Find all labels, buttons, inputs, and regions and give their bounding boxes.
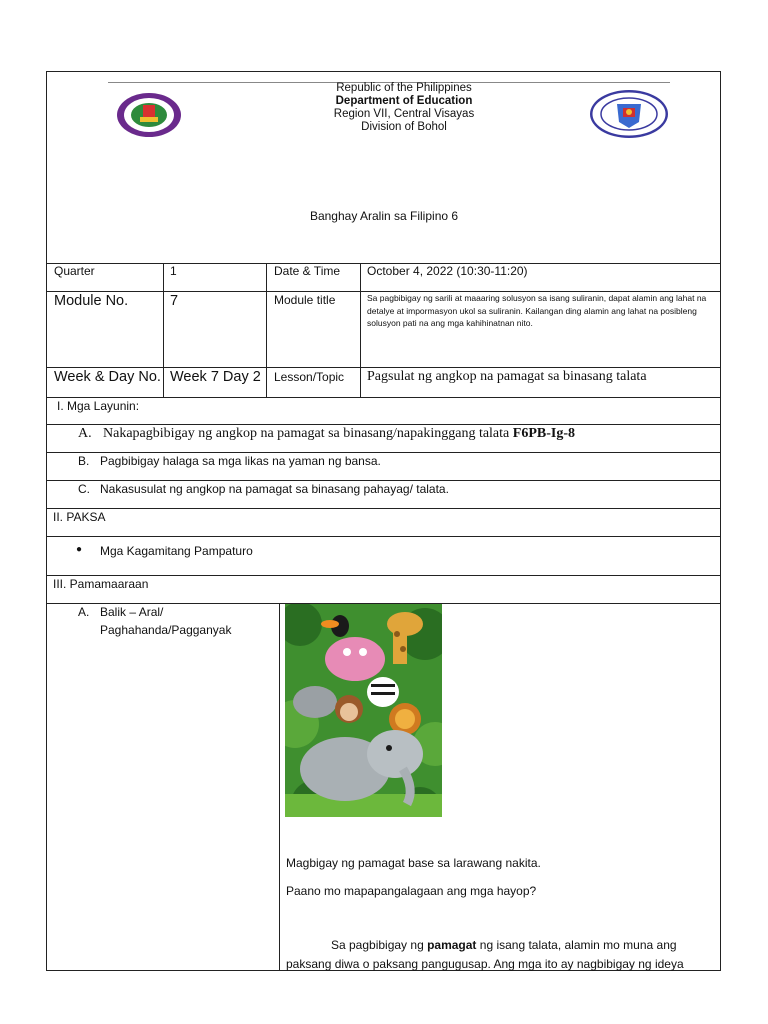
objective-a [103, 426, 575, 442]
module-no-label: Module No. [54, 293, 129, 309]
module-title-label: Module title [274, 293, 336, 307]
paragraph-post: ng isang talata, alamin mo muna ang [476, 938, 677, 952]
letterhead-line4: Division of Bohol [361, 121, 447, 133]
quarter-label: Quarter [54, 264, 95, 278]
letterhead-line3: Region VII, Central Visayas [333, 108, 475, 120]
objective-a-code: F6PB-Ig-8 [512, 426, 575, 441]
jungle-animals-illustration [285, 604, 442, 817]
paragraph-bold: pamagat [427, 938, 477, 952]
lesson-plan-page [46, 71, 721, 971]
quarter-value: 1 [170, 264, 177, 278]
subject-heading: II. PAKSA [53, 510, 106, 524]
subject-item: Mga Kagamitang Pampaturo [100, 544, 253, 558]
lesson-topic-value: Pagsulat ng angkop na pamagat sa binasang talata [367, 369, 647, 384]
procedure-a-line1: Balik – Aral/ [100, 605, 164, 619]
letterhead-line1: Republic of the Philippines [336, 82, 472, 94]
objective-c-marker: C. [78, 482, 90, 496]
paragraph-line1 [331, 938, 677, 952]
procedure-heading: III. Pamamaaraan [53, 577, 149, 591]
paragraph-pre: Sa pagbibigay ng [331, 938, 428, 952]
objective-b-marker: B. [78, 454, 90, 468]
letterhead-line2: Department of Education [335, 95, 473, 107]
question-2: Paano mo mapapangalagaan ang mga hayop? [286, 884, 537, 898]
objective-a-text: Nakapagbibigay ng angkop na pamagat sa binasang/napakinggang talata [103, 426, 513, 441]
objectives-heading: I. Mga Layunin: [57, 399, 140, 413]
objective-a-marker: A. [78, 426, 92, 441]
procedure-a-marker: A. [78, 605, 90, 619]
date-time-label: Date & Time [274, 264, 341, 278]
module-no-value: 7 [170, 293, 179, 309]
document-title: Banghay Aralin sa Filipino 6 [309, 209, 459, 223]
module-title-value: Sa pagbibigay ng sarili at maaaring solusyon sa isang suliranin, dapat alamin ang lahat na detalye at impormasyon ukol sa suliranin. Kailangan ding alamin ang lahat na posibleng solusyon pati na ang mga kahihinatnan nito. [367, 293, 707, 328]
week-day-value: Week 7 Day 2 [170, 369, 261, 385]
paragraph-line2: paksang diwa o paksang pangugusap. Ang mga ito ay nagbibigay ng ideya [286, 957, 684, 971]
bullet-icon: ● [76, 544, 83, 555]
week-day-label: Week & Day No. [54, 369, 161, 385]
objective-c-text: Nakasusulat ng angkop na pamagat sa binasang pahayag/ talata. [100, 482, 449, 496]
date-time-value: October 4, 2022 (10:30-11:20) [367, 264, 528, 278]
lesson-topic-label: Lesson/Topic [274, 370, 345, 384]
question-1: Magbigay ng pamagat base sa larawang nakita. [286, 856, 541, 870]
objective-b-text: Pagbibigay halaga sa mga likas na yaman ng bansa. [100, 454, 381, 468]
procedure-a-line2: Paghahanda/Pagganyak [100, 623, 232, 637]
